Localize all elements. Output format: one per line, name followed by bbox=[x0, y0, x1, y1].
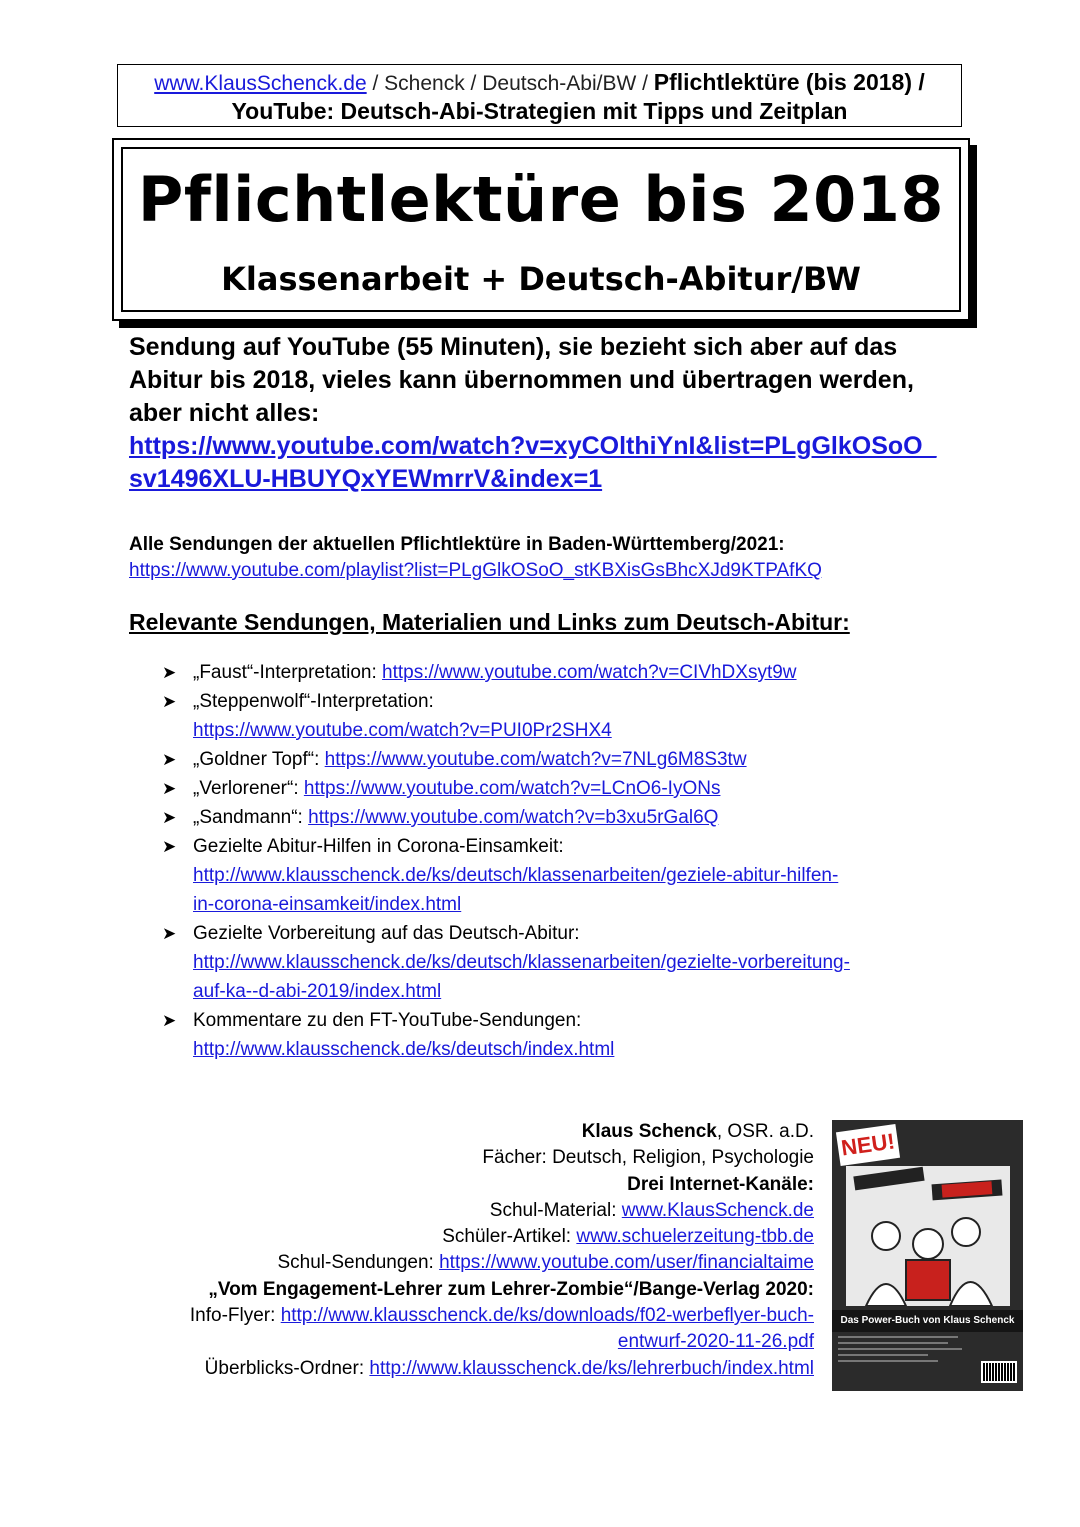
list-item-label: „Sandmann“: bbox=[193, 807, 309, 828]
list-item-link[interactable]: https://www.youtube.com/watch?v=LCnO6-IyONs bbox=[303, 778, 721, 799]
list-item-label: Gezielte Vorbereitung auf das Deutsch-Abitur: bbox=[193, 923, 580, 944]
author-subjects: Fächer: Deutsch, Religion, Psychologie bbox=[482, 1147, 814, 1169]
arrow-bullet-icon: ➤ bbox=[162, 663, 177, 682]
material-link[interactable]: www.KlausSchenck.de bbox=[621, 1199, 814, 1221]
arrow-bullet-icon: ➤ bbox=[162, 750, 177, 769]
list-item-link[interactable]: https://www.youtube.com/watch?v=CIVhDXsyt9w bbox=[382, 662, 797, 683]
author-line bbox=[120, 1119, 814, 1145]
link-line2: auf-ka--d-abi-2019/index.html bbox=[193, 981, 442, 1002]
author-name: Klaus Schenck bbox=[581, 1121, 717, 1142]
list-item-link[interactable]: https://www.youtube.com/watch?v=7NLg6M8S3tw bbox=[324, 749, 747, 770]
material-line bbox=[120, 1198, 814, 1224]
all-shows-lead: Alle Sendungen der aktuellen Pflichtlektüre in Baden-Württemberg/2021: bbox=[129, 534, 785, 555]
title-box bbox=[112, 138, 970, 321]
arrow-bullet-icon: ➤ bbox=[162, 808, 177, 827]
list-item bbox=[162, 832, 962, 919]
shows-line bbox=[120, 1250, 814, 1276]
relevant-heading: Relevante Sendungen, Materialien und Links zum Deutsch-Abitur: bbox=[129, 609, 850, 635]
site-link[interactable]: www.KlausSchenck.de bbox=[154, 72, 367, 95]
header-subtitle: YouTube: Deutsch-Abi-Strategien mit Tipps und Zeitplan bbox=[231, 98, 848, 124]
articles-link[interactable]: www.schuelerzeitung-tbb.de bbox=[576, 1226, 814, 1248]
book-cover-image bbox=[832, 1120, 1023, 1391]
list-item-link[interactable]: https://www.youtube.com/watch?v=b3xu5rGal6Q bbox=[308, 807, 719, 828]
link-line1: http://www.klausschenck.de/ks/deutsch/klassenarbeiten/geziele-abitur-hilfen- bbox=[193, 865, 839, 886]
breadcrumb-path: / Schenck / Deutsch-Abi/BW / bbox=[366, 72, 654, 95]
list-item bbox=[162, 1006, 962, 1064]
title-inner bbox=[121, 147, 961, 312]
intro-paragraph bbox=[129, 331, 959, 496]
flyer-link[interactable] bbox=[281, 1305, 814, 1352]
breadcrumb-current: Pflichtlektüre (bis 2018) / bbox=[653, 69, 925, 95]
list-item-label: „Goldner Topf“: bbox=[193, 749, 325, 770]
book-cover-strip: Das Power-Buch von Klaus Schenck bbox=[832, 1310, 1023, 1332]
page-subtitle: Klassenarbeit + Deutsch-Abitur/BW bbox=[221, 260, 861, 298]
list-item bbox=[162, 658, 962, 687]
book-cover-blurb bbox=[838, 1336, 968, 1376]
list-item-label: „Faust“-Interpretation: bbox=[193, 662, 383, 683]
link-line1: http://www.klausschenck.de/ks/deutsch/klassenarbeiten/gezielte-vorbereitung- bbox=[193, 952, 850, 973]
resource-list bbox=[162, 658, 962, 1064]
arrow-bullet-icon: ➤ bbox=[162, 837, 177, 856]
signature-block bbox=[120, 1119, 814, 1382]
shows-link[interactable]: https://www.youtube.com/user/financialtaime bbox=[439, 1252, 814, 1274]
link-line2: in-corona-einsamkeit/index.html bbox=[193, 894, 462, 915]
arrow-bullet-icon: ➤ bbox=[162, 1011, 177, 1030]
channels-heading: Drei Internet-Kanäle: bbox=[627, 1173, 814, 1195]
list-item bbox=[162, 687, 962, 745]
list-item-label: „Verlorener“: bbox=[193, 778, 304, 799]
all-shows-playlist-link[interactable]: https://www.youtube.com/playlist?list=PLgGlkOSoO_stKBXisGsBhcXJd9KTPAfKQ bbox=[129, 560, 822, 581]
list-item-label: Kommentare zu den FT-YouTube-Sendungen: bbox=[193, 1010, 582, 1031]
list-item-label: „Steppenwolf“-Interpretation: bbox=[193, 691, 434, 712]
barcode-icon bbox=[981, 1361, 1017, 1383]
all-shows-section bbox=[129, 532, 959, 584]
flyer-link-line1: http://www.klausschenck.de/ks/downloads/f02-werbeflyer-buch- bbox=[280, 1305, 814, 1327]
material-label: Schul-Material: bbox=[489, 1199, 622, 1221]
intro-link-line2: sv1496XLU-HBUYQxYEWmrrV&index=1 bbox=[129, 465, 603, 493]
flyer-label: Info-Flyer: bbox=[189, 1305, 281, 1327]
intro-link-line1: https://www.youtube.com/watch?v=xyCOlthiYnI&list=PLgGlkOSoO_ bbox=[129, 432, 937, 460]
list-item bbox=[162, 919, 962, 1006]
arrow-bullet-icon: ➤ bbox=[162, 692, 177, 711]
list-item-link[interactable] bbox=[193, 952, 850, 1002]
overview-label: Überblicks-Ordner: bbox=[204, 1357, 370, 1379]
cover-figures-icon bbox=[846, 1166, 1010, 1306]
arrow-bullet-icon: ➤ bbox=[162, 779, 177, 798]
list-item-link[interactable] bbox=[193, 865, 838, 915]
list-item-link[interactable]: http://www.klausschenck.de/ks/deutsch/index.html bbox=[193, 1039, 615, 1060]
flyer-link-line2: entwurf-2020-11-26.pdf bbox=[617, 1331, 814, 1353]
book-cover-illustration bbox=[846, 1166, 1010, 1306]
overview-line bbox=[120, 1356, 814, 1382]
shows-label: Schul-Sendungen: bbox=[277, 1252, 440, 1274]
flyer-line bbox=[120, 1303, 814, 1356]
list-item bbox=[162, 803, 962, 832]
header-box bbox=[117, 64, 962, 127]
overview-link[interactable]: http://www.klausschenck.de/ks/lehrerbuch/index.html bbox=[369, 1357, 814, 1379]
book-title-line: „Vom Engagement-Lehrer zum Lehrer-Zombie“/Bange-Verlag 2020: bbox=[208, 1278, 814, 1300]
articles-label: Schüler-Artikel: bbox=[442, 1226, 577, 1248]
intro-text: Sendung auf YouTube (55 Minuten), sie bezieht sich aber auf das Abitur bis 2018, vieles kann übernommen und übertragen werden, aber nicht alles: bbox=[129, 333, 914, 427]
header-breadcrumb bbox=[118, 69, 961, 97]
list-item-label: Gezielte Abitur-Hilfen in Corona-Einsamkeit: bbox=[193, 836, 564, 857]
author-title: , OSR. a.D. bbox=[716, 1121, 814, 1142]
list-item bbox=[162, 745, 962, 774]
intro-youtube-link[interactable] bbox=[129, 432, 937, 493]
list-item-link[interactable]: https://www.youtube.com/watch?v=PUI0Pr2SHX4 bbox=[193, 720, 612, 741]
arrow-bullet-icon: ➤ bbox=[162, 924, 177, 943]
articles-line bbox=[120, 1224, 814, 1250]
list-item bbox=[162, 774, 962, 803]
new-badge: NEU! bbox=[836, 1124, 900, 1166]
page-title: Pflichtlektüre bis 2018 bbox=[137, 163, 945, 236]
